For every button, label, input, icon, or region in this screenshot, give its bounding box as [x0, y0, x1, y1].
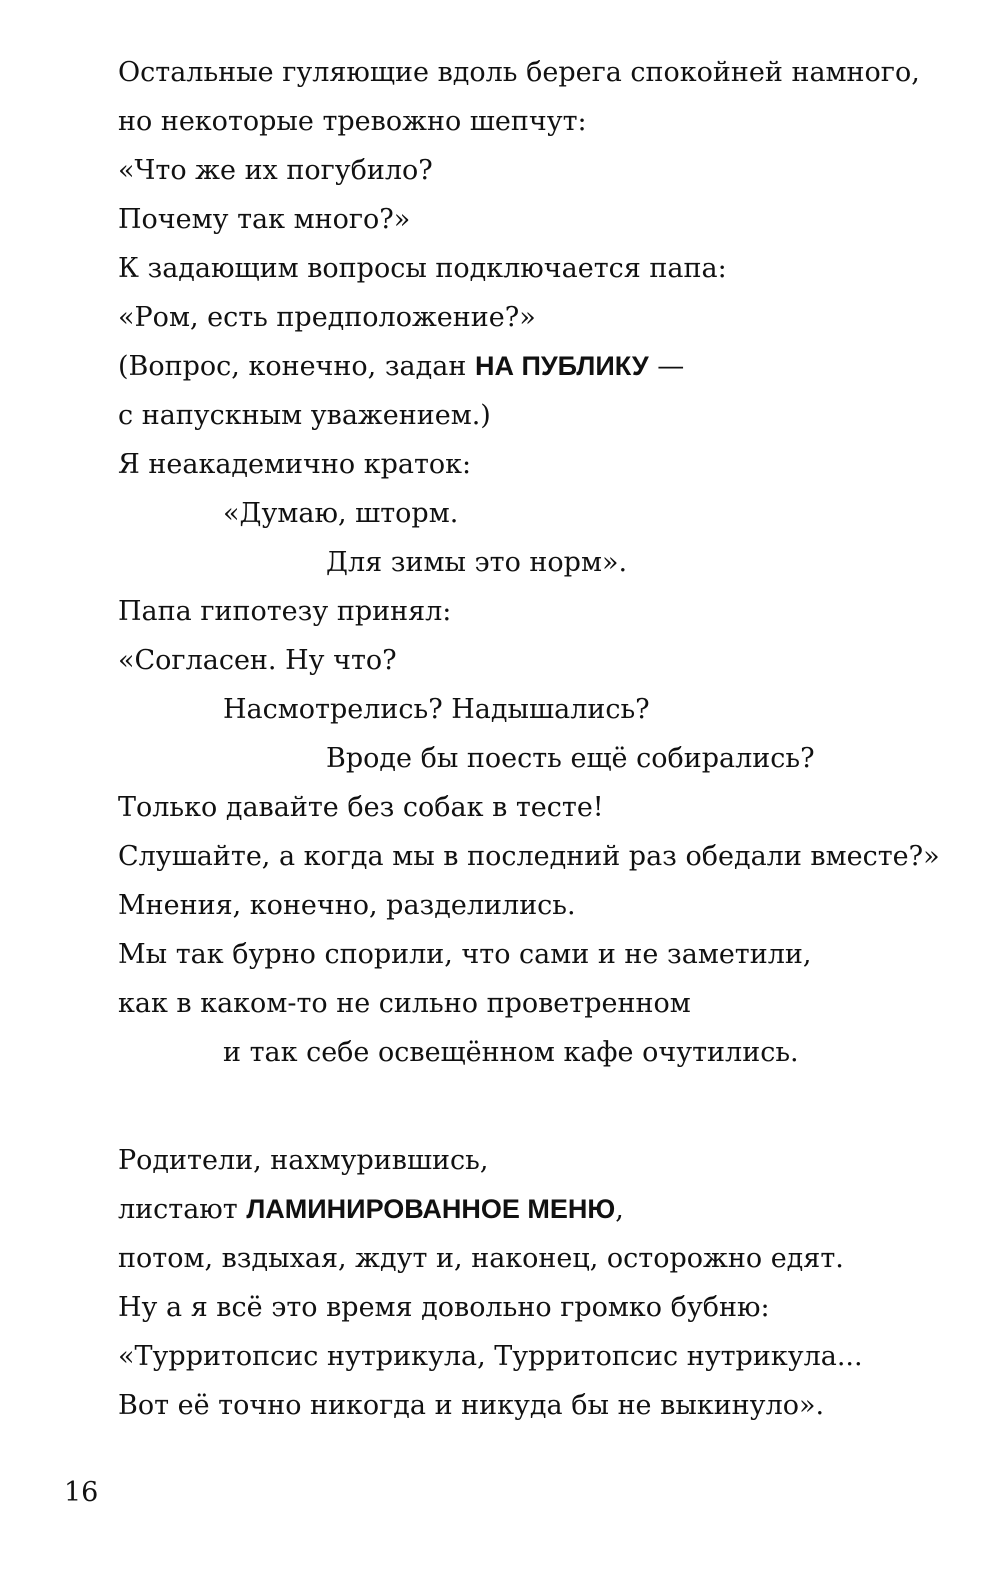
bold-emphasis: ЛАМИНИРОВАННОЕ МЕНЮ [246, 1194, 616, 1224]
text-line-indented: и так себе освещённом кафе очутились. [223, 1037, 799, 1068]
text-line: Слушайте, а когда мы в последний раз обедали вместе?» [118, 841, 940, 872]
text-line: потом, вздыхая, ждут и, наконец, осторожно едят. [118, 1243, 844, 1274]
text-line: «Согласен. Ну что? [118, 645, 397, 676]
page-number: 16 [64, 1477, 99, 1508]
text-line: «Турритопсис нутрикула, Турритопсис нутрикула... [118, 1341, 863, 1372]
text-line: К задающим вопросы подключается папа: [118, 253, 727, 284]
text-line: «Ром, есть предположение?» [118, 302, 536, 333]
text-line-with-emphasis [118, 1185, 978, 1234]
text-line: Ну а я всё это время довольно громко бубню: [118, 1292, 770, 1323]
text-line: но некоторые тревожно шепчут: [118, 106, 587, 137]
text-run: — [648, 351, 685, 382]
text-line: Мнения, конечно, разделились. [118, 890, 576, 921]
text-line-indented: Для зимы это норм». [326, 547, 628, 578]
text-line: Папа гипотезу принял: [118, 596, 452, 627]
bold-emphasis: НА ПУБЛИКУ [474, 351, 649, 381]
text-line-indented: Насмотрелись? Надышались? [223, 694, 650, 725]
text-line: Я неакадемично краток: [118, 449, 472, 480]
stanza-1 [118, 48, 978, 1077]
text-line: с напускным уважением.) [118, 400, 491, 431]
text-run: листают [118, 1194, 247, 1225]
text-line: Родители, нахмурившись, [118, 1145, 489, 1176]
text-line: Остальные гуляющие вдоль берега спокойней намного, [118, 57, 920, 88]
text-line-indented: «Думаю, шторм. [223, 498, 459, 529]
text-line: как в каком-то не сильно проветренном [118, 988, 691, 1019]
text-line-indented: Вроде бы поесть ещё собирались? [326, 743, 815, 774]
text-line: «Что же их погубило? [118, 155, 433, 186]
text-line: Вот её точно никогда и никуда бы не выкинуло». [118, 1390, 825, 1421]
text-run: , [615, 1194, 624, 1225]
text-line: Почему так много?» [118, 204, 411, 235]
stanza-2 [118, 1136, 978, 1430]
text-line: Мы так бурно спорили, что сами и не заметили, [118, 939, 812, 970]
text-line: Только давайте без собак в тесте! [118, 792, 604, 823]
text-line-with-emphasis [118, 342, 978, 391]
text-run: (Вопрос, конечно, задан [118, 351, 475, 382]
